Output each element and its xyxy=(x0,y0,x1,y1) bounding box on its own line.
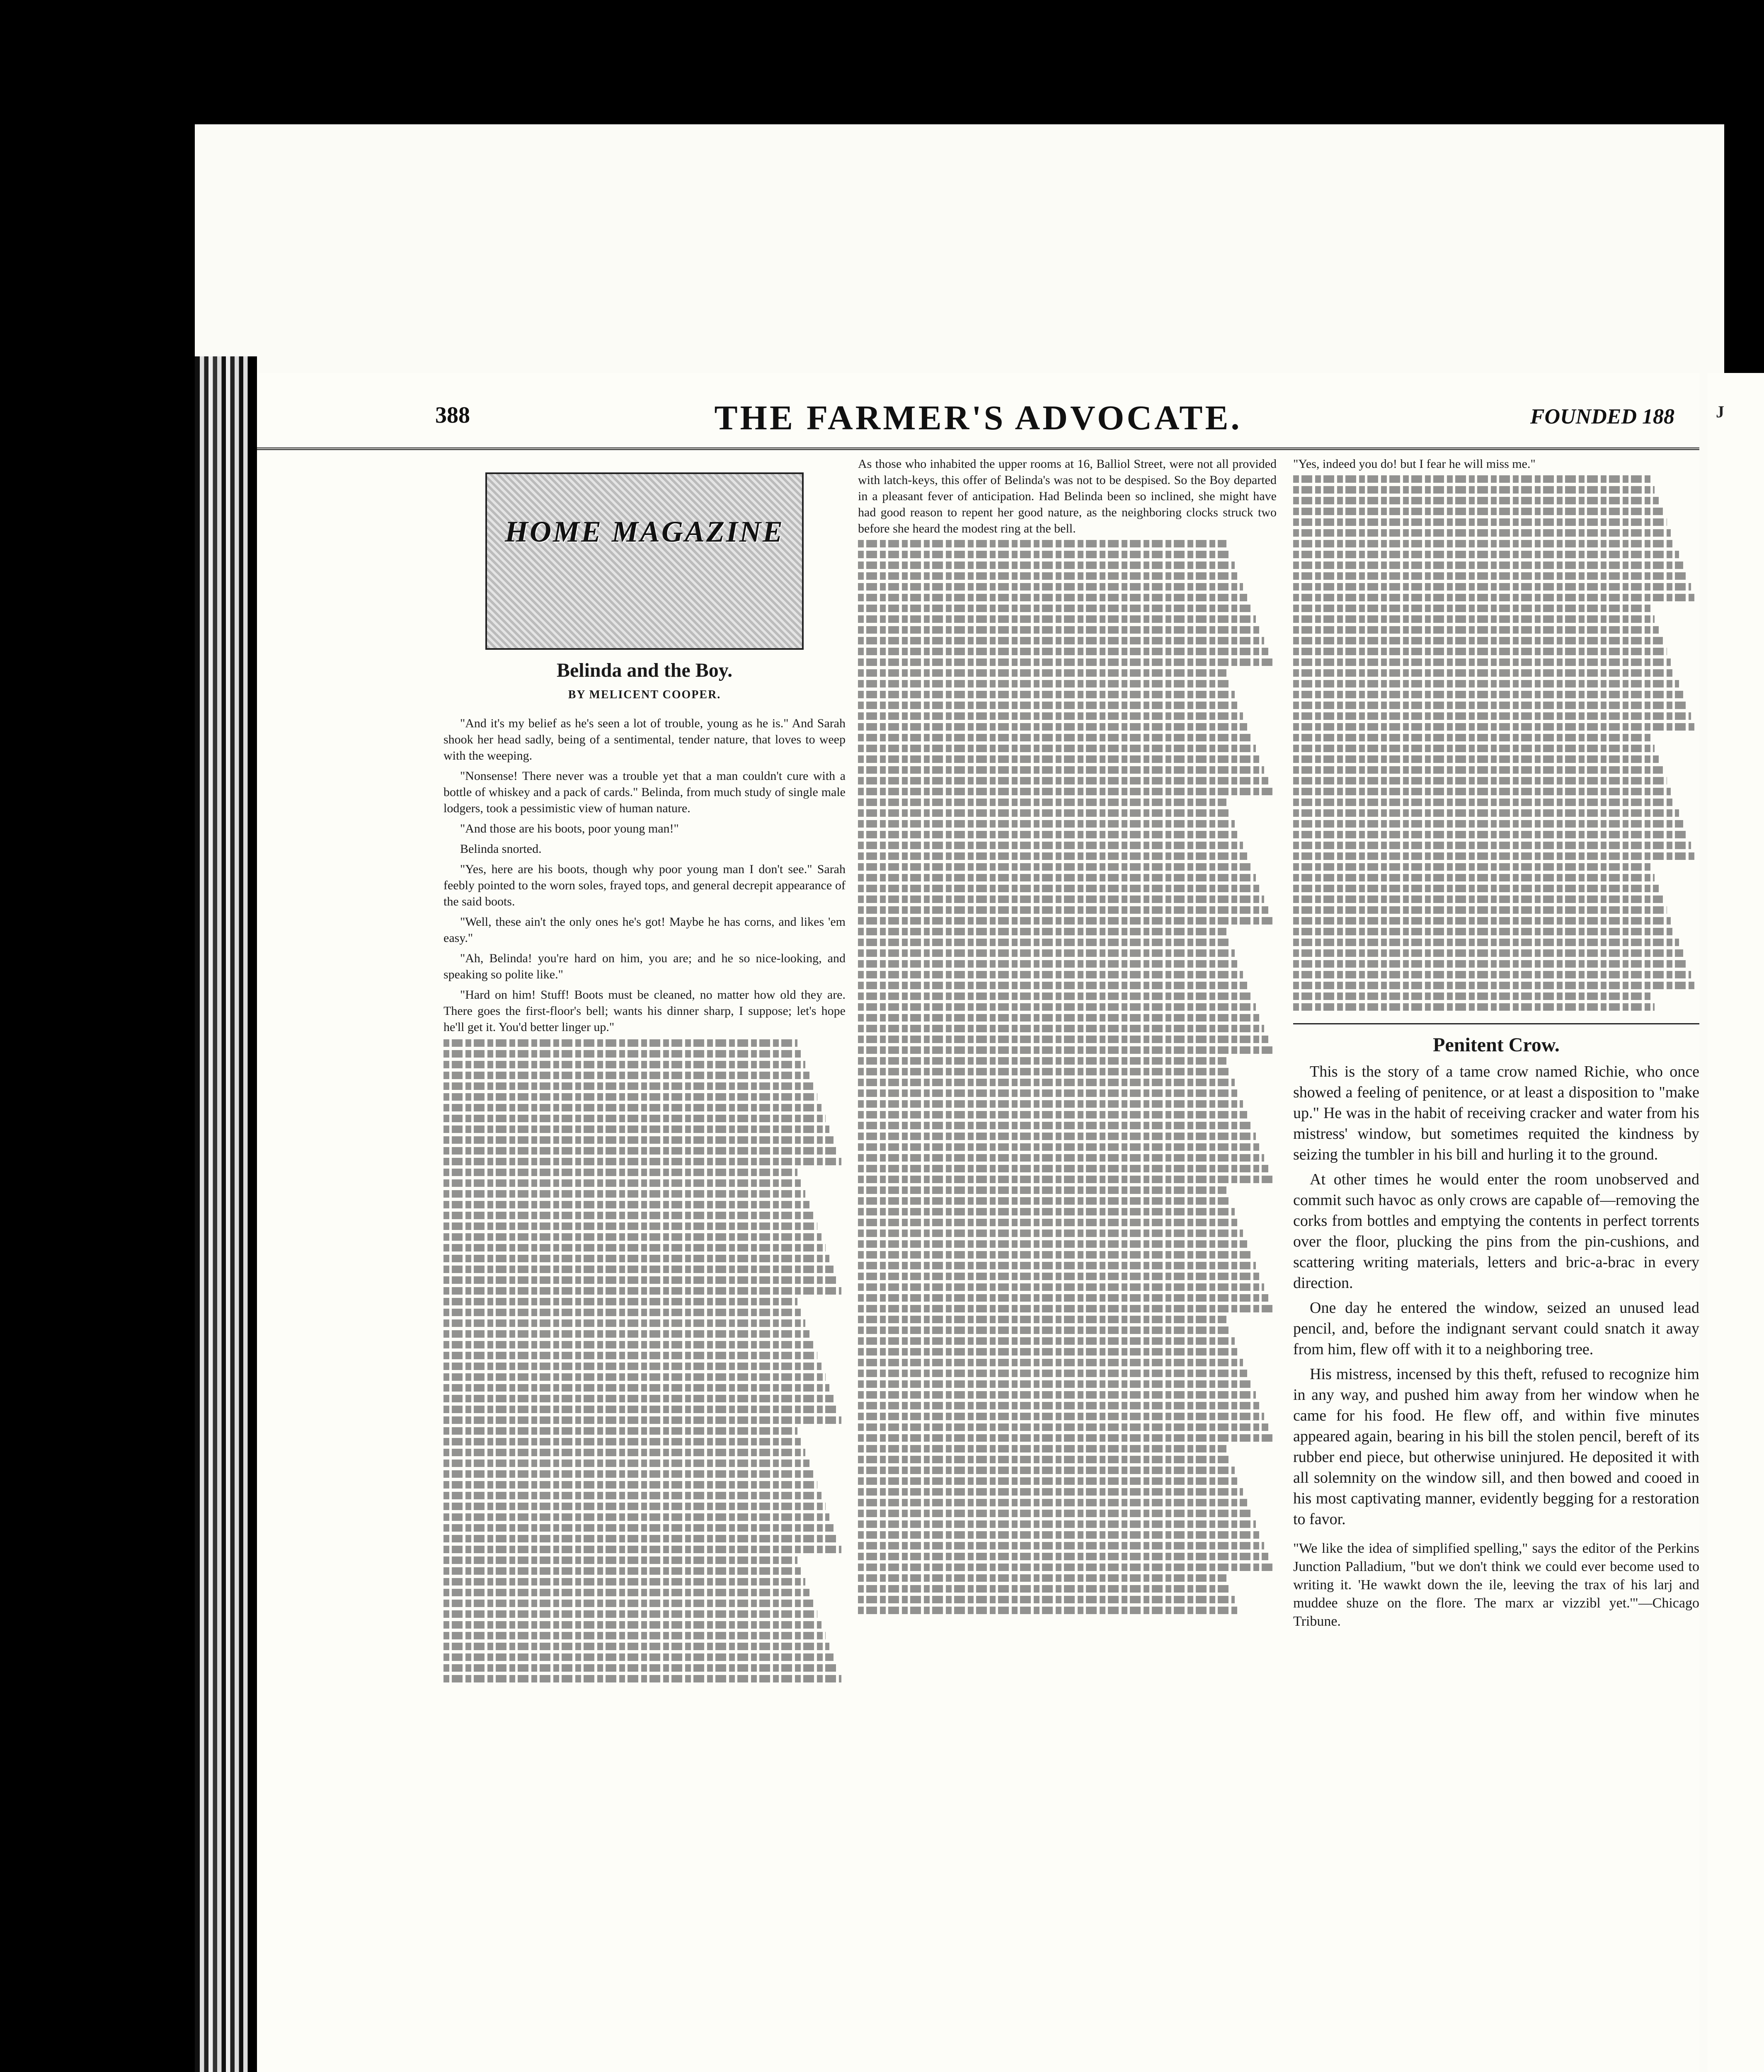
text-line xyxy=(858,820,1235,828)
text-line xyxy=(443,1179,801,1187)
text-line xyxy=(858,1176,1272,1183)
text-line xyxy=(858,1100,1243,1108)
text-line xyxy=(858,1423,1268,1431)
text-line xyxy=(858,982,1247,989)
text-line xyxy=(858,1305,1272,1312)
text-line xyxy=(443,1201,809,1208)
text-line xyxy=(443,1072,809,1079)
text-line xyxy=(1293,658,1671,666)
text-line xyxy=(858,605,1251,612)
binding-edge xyxy=(195,356,257,2072)
text-line xyxy=(858,949,1235,957)
text-line xyxy=(1293,734,1650,741)
page-number: 388 xyxy=(435,402,470,428)
illegible-text-block xyxy=(1293,475,1699,1011)
story-body xyxy=(443,715,846,1035)
text-line xyxy=(858,939,1231,946)
text-line xyxy=(1293,637,1663,644)
text-line xyxy=(1293,906,1667,914)
text-line xyxy=(443,1621,821,1629)
text-line xyxy=(1293,949,1683,957)
text-line xyxy=(858,1564,1272,1571)
text-line xyxy=(443,1632,826,1639)
text-line xyxy=(1293,971,1691,978)
text-line xyxy=(858,637,1264,644)
text-line xyxy=(443,1675,841,1682)
text-line xyxy=(858,1553,1268,1560)
text-line xyxy=(858,1079,1235,1086)
journal-title: THE FARMER'S ADVOCATE. xyxy=(714,399,1242,437)
text-line xyxy=(858,1068,1231,1075)
text-line xyxy=(1293,551,1679,558)
text-line xyxy=(858,1273,1260,1280)
text-line xyxy=(858,1154,1264,1162)
text-line xyxy=(1293,1003,1655,1011)
text-line xyxy=(443,1115,826,1122)
text-line xyxy=(1293,497,1659,504)
next-page-edge xyxy=(1708,373,1764,2072)
text-line xyxy=(858,658,1272,666)
text-line xyxy=(443,1136,834,1144)
text-line xyxy=(443,1093,817,1101)
text-line xyxy=(1293,896,1663,903)
text-line xyxy=(443,1384,829,1392)
home-magazine-banner xyxy=(485,472,804,650)
text-line xyxy=(858,1488,1243,1496)
text-line xyxy=(858,1014,1260,1021)
text-line xyxy=(443,1524,834,1532)
text-line xyxy=(858,1122,1251,1129)
text-line xyxy=(1293,691,1683,698)
text-line xyxy=(443,1287,841,1295)
text-line xyxy=(858,1445,1226,1452)
text-line xyxy=(858,755,1260,763)
text-line xyxy=(1293,702,1687,709)
text-line xyxy=(858,1057,1226,1065)
text-line xyxy=(858,1359,1243,1366)
text-line xyxy=(1293,755,1659,763)
text-line xyxy=(443,1126,829,1133)
text-line xyxy=(858,680,1231,687)
text-line xyxy=(443,1513,829,1521)
page-header xyxy=(257,398,1699,450)
text-line xyxy=(858,809,1231,817)
text-line xyxy=(1293,928,1675,935)
text-line xyxy=(858,1326,1231,1334)
text-line xyxy=(1293,669,1675,677)
text-line xyxy=(858,960,1239,968)
text-line xyxy=(858,1337,1235,1345)
text-line xyxy=(858,1402,1260,1409)
text-line xyxy=(858,1208,1235,1215)
text-line xyxy=(1293,788,1671,795)
text-line xyxy=(858,1316,1226,1323)
text-line xyxy=(1293,939,1679,946)
text-line xyxy=(1293,615,1655,623)
text-line xyxy=(858,1283,1264,1291)
text-line xyxy=(443,1222,817,1230)
text-line xyxy=(858,583,1243,591)
text-line xyxy=(443,1373,826,1381)
text-line xyxy=(443,1276,838,1284)
text-line xyxy=(858,1520,1256,1528)
text-line xyxy=(443,1600,813,1607)
text-line xyxy=(858,1585,1231,1593)
text-line xyxy=(443,1438,801,1445)
text-line xyxy=(443,1653,834,1661)
text-line xyxy=(443,1255,829,1262)
text-line xyxy=(858,906,1268,914)
text-line xyxy=(858,1477,1239,1485)
text-line xyxy=(443,1169,797,1176)
story-title: Belinda and the Boy. xyxy=(556,659,733,681)
text-line xyxy=(858,691,1235,698)
text-line xyxy=(858,863,1251,871)
text-line xyxy=(858,1036,1268,1043)
text-line xyxy=(858,1510,1251,1517)
text-line xyxy=(858,1607,1239,1614)
text-line xyxy=(858,1003,1256,1011)
text-line xyxy=(1293,712,1691,720)
text-line xyxy=(858,1251,1251,1259)
crow-story-title: Penitent Crow. xyxy=(1293,1023,1699,1053)
text-line xyxy=(1293,917,1671,925)
text-line xyxy=(443,1212,813,1219)
text-line xyxy=(858,1380,1251,1388)
text-line xyxy=(443,1643,829,1650)
story-paragraph: "Hard on him! Stuff! Boots must be cleaned, no matter how old they are. There goes the first-floor's bell; wants his dinner sharp, I suppose; let's hope he'll get it. You'd better linger up." xyxy=(443,988,846,1034)
text-line xyxy=(443,1082,813,1090)
text-line xyxy=(858,1046,1272,1054)
column-2-opening: As those who inhabited the upper rooms at 16, Balliol Street, were not all provided with latch-keys, this offer of Belinda's was not to be despised. So the Boy departed in a pleasant fever of anticipation. Had Belinda been so inclined, she might have had good reason to repent her good nature, as the neighboring clocks struck two before she heard the modest ring at the bell. xyxy=(858,457,1280,535)
text-line xyxy=(858,874,1256,881)
text-line xyxy=(443,1610,817,1618)
story-paragraph: "Ah, Belinda! you're hard on him, you are; and he so nice-looking, and speaking so polite like." xyxy=(443,951,846,981)
text-line xyxy=(858,1197,1231,1205)
text-line xyxy=(443,1406,838,1413)
text-line xyxy=(1293,863,1650,871)
text-line xyxy=(858,1391,1256,1399)
story-paragraph: "And it's my belief as he's seen a lot of trouble, young as he is." And Sarah shook her head sadly, being of a sentimental, tender nature, that loves to weep with the weeping. xyxy=(443,716,846,762)
text-line xyxy=(858,1542,1264,1549)
text-line xyxy=(1293,508,1663,515)
story-paragraph: "And those are his boots, poor young man!" xyxy=(460,822,679,835)
text-line xyxy=(1293,874,1655,881)
text-line xyxy=(858,992,1251,1000)
illegible-text-block xyxy=(858,540,1277,1614)
text-line xyxy=(443,1190,805,1198)
text-line xyxy=(443,1147,838,1155)
text-line xyxy=(858,1596,1235,1603)
text-line xyxy=(443,1039,797,1047)
text-line xyxy=(858,1240,1247,1248)
text-line xyxy=(1293,626,1659,634)
text-line xyxy=(1293,777,1667,784)
text-line xyxy=(858,594,1247,601)
text-line xyxy=(858,734,1251,741)
text-line xyxy=(443,1298,797,1305)
text-line xyxy=(858,1531,1260,1539)
text-line xyxy=(1293,572,1687,580)
text-line xyxy=(858,896,1264,903)
text-line xyxy=(858,572,1239,580)
text-line xyxy=(858,1230,1243,1237)
text-line xyxy=(858,1025,1264,1032)
text-line xyxy=(858,1499,1247,1506)
founded-label: FOUNDED 188 xyxy=(1530,405,1674,428)
text-line xyxy=(443,1664,838,1672)
text-line xyxy=(443,1503,826,1510)
column-1 xyxy=(443,468,846,1686)
text-line xyxy=(1293,809,1679,817)
text-line xyxy=(858,1574,1226,1582)
banner-title: HOME MAGAZINE xyxy=(504,515,785,548)
text-line xyxy=(443,1589,809,1596)
text-line xyxy=(443,1567,801,1575)
text-line xyxy=(1293,852,1695,860)
text-line xyxy=(858,648,1268,655)
story-paragraph: "Nonsense! There never was a trouble yet that a man couldn't cure with a bottle of whiskey and a pack of cards." Belinda, from much study of single male lodgers, took a pessimistic view of human nature. xyxy=(443,769,846,815)
illegible-text-block xyxy=(443,1039,846,1682)
text-line xyxy=(858,615,1256,623)
text-line xyxy=(858,766,1264,774)
text-line xyxy=(443,1395,834,1402)
text-line xyxy=(443,1244,826,1251)
text-line xyxy=(858,1456,1231,1463)
text-line xyxy=(1293,745,1655,752)
column-3 xyxy=(1293,456,1699,1631)
text-line xyxy=(858,971,1243,978)
text-line xyxy=(443,1492,821,1499)
text-line xyxy=(1293,982,1695,989)
text-line xyxy=(1293,885,1659,892)
text-line xyxy=(443,1460,809,1467)
text-line xyxy=(858,1165,1268,1172)
text-line xyxy=(858,777,1268,784)
text-line xyxy=(443,1330,809,1338)
text-line xyxy=(858,831,1239,838)
text-line xyxy=(443,1363,821,1370)
text-line xyxy=(858,723,1247,731)
text-line xyxy=(1293,605,1650,612)
column-3-opening: "Yes, indeed you do! but I fear he will miss me." xyxy=(1293,457,1536,471)
text-line xyxy=(858,551,1231,558)
crow-story-body xyxy=(1293,1061,1699,1530)
text-line xyxy=(1293,562,1683,569)
story-byline: BY MELICENT COOPER. xyxy=(568,688,721,701)
text-line xyxy=(858,1370,1247,1377)
text-line xyxy=(1293,766,1663,774)
text-line xyxy=(858,1413,1264,1420)
text-line xyxy=(443,1266,834,1273)
text-line xyxy=(1293,529,1671,537)
text-line xyxy=(858,1434,1272,1442)
text-line xyxy=(858,1143,1260,1151)
text-line xyxy=(858,788,1272,795)
text-line xyxy=(443,1050,801,1058)
story-paragraph: "Well, these ain't the only ones he's got! Maybe he has corns, and likes 'em easy." xyxy=(443,915,846,945)
story-paragraph: "Yes, here are his boots, though why poor young man I don't see." Sarah feebly pointed to the worn soles, frayed tops, and general decrepit appearance of the said boots. xyxy=(443,862,846,908)
text-line xyxy=(858,1186,1226,1194)
text-line xyxy=(858,1294,1268,1302)
crow-paragraph: One day he entered the window, seized an unused lead pencil, and, before the indignant servant could snatch it away from him, flew off with it to a neighboring tree. xyxy=(1293,1299,1699,1358)
text-line xyxy=(858,1089,1239,1097)
text-line xyxy=(1293,831,1687,838)
text-line xyxy=(858,712,1243,720)
text-line xyxy=(858,799,1226,806)
text-line xyxy=(858,852,1247,860)
text-line xyxy=(443,1352,817,1359)
text-line xyxy=(858,1111,1247,1118)
text-line xyxy=(858,1219,1239,1226)
column-2 xyxy=(858,456,1280,1617)
text-line xyxy=(858,702,1239,709)
text-line xyxy=(443,1578,805,1585)
text-line xyxy=(1293,518,1667,526)
crow-paragraph: This is the story of a tame crow named Richie, who once showed a feeling of penitence, or at least a disposition to "make up." He was in the habit of receiving cracker and water from his mistress' window, but sometimes requited the kindness by seizing the tumbler in his bill and hurling it to the ground. xyxy=(1293,1063,1699,1163)
text-line xyxy=(443,1427,797,1435)
text-line xyxy=(858,745,1256,752)
text-line xyxy=(1293,486,1655,494)
text-line xyxy=(1293,842,1691,849)
text-line xyxy=(1293,799,1675,806)
text-line xyxy=(858,842,1243,849)
text-line xyxy=(1293,540,1675,547)
text-line xyxy=(443,1535,838,1542)
spelling-quip: "We like the idea of simplified spelling," says the editor of the Perkins Junction Palladium, "but we don't think we could ever become used to writing it. 'He wawkt down the ile, leeving the trax of his larj and muddee shuze on the flore. The marx ar vizzibl yet.'"—Chicago Tribune. xyxy=(1293,1541,1699,1629)
text-line xyxy=(443,1546,841,1553)
text-line xyxy=(858,885,1260,892)
text-line xyxy=(443,1061,805,1068)
text-line xyxy=(443,1470,813,1478)
text-line xyxy=(443,1416,841,1424)
text-line xyxy=(858,1133,1256,1140)
text-line xyxy=(1293,475,1650,483)
text-line xyxy=(443,1556,797,1564)
text-line xyxy=(858,1467,1235,1474)
text-line xyxy=(443,1309,801,1316)
text-line xyxy=(443,1158,841,1165)
text-line xyxy=(443,1481,817,1489)
text-line xyxy=(443,1341,813,1348)
newspaper-page xyxy=(257,373,1699,2072)
text-line xyxy=(1293,680,1679,687)
crow-paragraph: At other times he would enter the room unobserved and commit such havoc as only crows are capable of—removing the corks from bottles and emptying the contents in perfect torrents over the floor, plucking the pins from the pin-cushions, and scattering writing materials, letters and bric-a-brac in every direction. xyxy=(1293,1171,1699,1292)
text-line xyxy=(1293,594,1695,601)
text-line xyxy=(858,626,1260,634)
text-line xyxy=(858,562,1235,569)
text-line xyxy=(1293,583,1691,591)
text-line xyxy=(443,1319,805,1327)
text-line xyxy=(1293,992,1650,1000)
text-line xyxy=(1293,648,1667,655)
text-line xyxy=(1293,960,1687,968)
crow-paragraph: His mistress, incensed by this theft, refused to recognize him in any way, and pushed him away from her window when he came for his food. He flew off, and within five minutes appeared again, bearing in his bill the stolen pencil, bereft of its rubber end piece, but otherwise uninjured. He deposited it with all solemnity on the window sill, and then bowed and cooed in his most captivating manner, evidently begging for a restoration to favor. xyxy=(1293,1365,1699,1528)
text-line xyxy=(1293,820,1683,828)
text-line xyxy=(858,1348,1239,1356)
text-line xyxy=(858,1262,1256,1269)
text-line xyxy=(443,1233,821,1241)
text-line xyxy=(858,928,1226,935)
text-line xyxy=(443,1104,821,1111)
text-line xyxy=(858,669,1226,677)
story-paragraph: Belinda snorted. xyxy=(460,842,542,856)
text-line xyxy=(1293,723,1695,731)
text-line xyxy=(443,1449,805,1456)
text-line xyxy=(858,540,1226,547)
text-line xyxy=(858,917,1272,925)
next-page-fragment: J xyxy=(1716,402,1724,421)
